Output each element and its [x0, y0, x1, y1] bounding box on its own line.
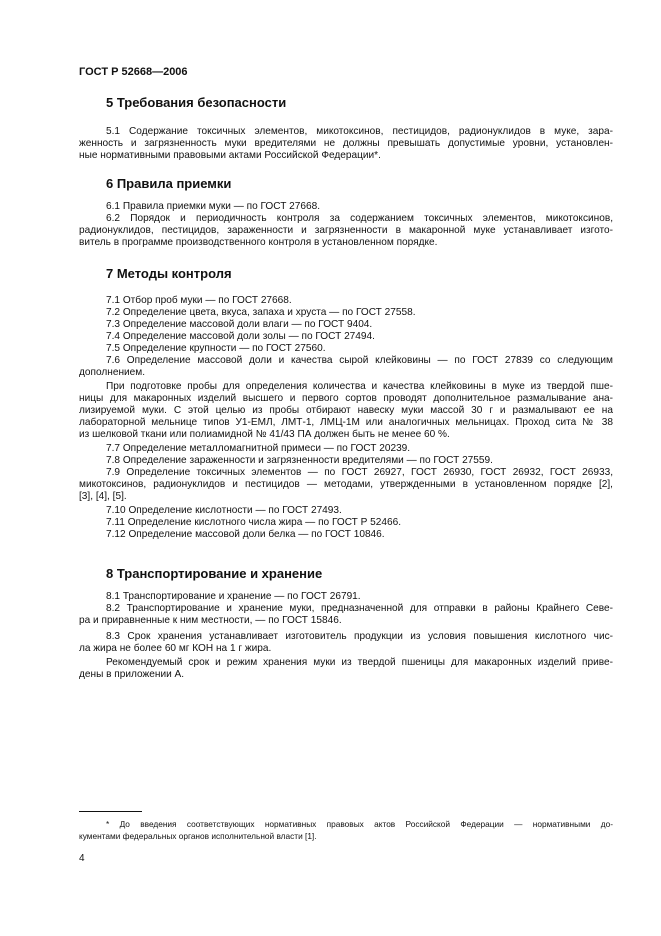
- text-line: 7.4 Определение массовой доли золы — по ГОСТ 27494.: [106, 331, 375, 342]
- section-5-heading: 5 Требования безопасности: [106, 95, 287, 110]
- text-line: 7.5 Определение крупности — по ГОСТ 27560.: [106, 343, 326, 354]
- text-line: дополнением.: [79, 367, 146, 378]
- text-line: 7.1 Отбор проб муки — по ГОСТ 27668.: [106, 295, 292, 306]
- text-line: 7.2 Определение цвета, вкуса, запаха и хруста — по ГОСТ 27558.: [106, 307, 416, 318]
- text-line: дены в приложении А.: [79, 669, 185, 680]
- text-line: ницы для макаронных изделий высшего и первого сортов проводят дополнительное размалывание ана-: [79, 393, 613, 404]
- text-line: 7.7 Определение металломагнитной примеси — по ГОСТ 20239.: [106, 443, 411, 454]
- text-line: радионуклидов, пестицидов, зараженности и загрязненности в макаронной муке устанавливает изгото-: [79, 225, 613, 236]
- text-line: 8.1 Транспортирование и хранение — по ГОСТ 26791.: [106, 591, 361, 602]
- text-line: микотоксинов, радионуклидов и пестицидов — методами, утвержденными в установленном порядке [2],: [79, 479, 613, 490]
- text-line: ные нормативными правовыми актами Российской Федерации*.: [79, 150, 381, 161]
- text-line: При подготовке пробы для определения количества и качества клейковины в муке из твердой пше-: [106, 381, 613, 392]
- section-6-heading: 6 Правила приемки: [106, 176, 232, 191]
- text-line: 7.12 Определение массовой доли белка — по ГОСТ 10846.: [106, 529, 385, 540]
- text-line: 7.11 Определение кислотного числа жира — по ГОСТ Р 52466.: [106, 517, 402, 528]
- text-line: 7.3 Определение массовой доли влаги — по ГОСТ 9404.: [106, 319, 373, 330]
- text-line: ра и приравненные к ним местности, — по ГОСТ 15846.: [79, 615, 342, 626]
- text-line: 7.9 Определение токсичных элементов — по ГОСТ 26927, ГОСТ 26930, ГОСТ 26932, ГОСТ 26933,: [106, 467, 613, 478]
- text-line: 6.2 Порядок и периодичность контроля за содержанием токсичных элементов, микотоксинов,: [106, 213, 613, 224]
- footnote-line: * До введения соответствующих нормативных правовых актов Российской Федерации — нормативными до-: [106, 819, 613, 829]
- text-line: лизируемой муки. С этой целью из пробы отбирают навеску муки массой 30 г и размалывают ее на: [79, 405, 613, 416]
- text-line: 6.1 Правила приемки муки — по ГОСТ 27668.: [106, 201, 321, 212]
- text-line: Рекомендуемый срок и режим хранения муки из твердой пшеницы для макаронных изделий приве-: [106, 657, 613, 668]
- text-line: женность и загрязненность муки вредителями не должны превышать допустимые уровни, установлен-: [79, 138, 613, 149]
- page-number: 4: [79, 853, 85, 864]
- text-line: 8.2 Транспортирование и хранение муки, предназначенной для отправки в районы Крайнего Севе-: [106, 603, 613, 614]
- document-header: ГОСТ Р 52668—2006: [79, 66, 188, 78]
- text-line: витель в программе производственного контроля в установленном порядке.: [79, 237, 438, 248]
- text-line: лабораторной мельнице типов У1-ЕМЛ, ЛМТ-1, ЛМЦ-1М или аналогичных мельницах. Проход сита № 38: [79, 417, 613, 428]
- section-8-heading: 8 Транспортирование и хранение: [106, 566, 323, 581]
- text-line: ла жира не более 60 мг КОН на 1 г жира.: [79, 643, 272, 654]
- footnote-divider: [79, 811, 142, 812]
- text-line: 7.6 Определение массовой доли и качества сырой клейковины — по ГОСТ 27839 со следующим: [106, 355, 613, 366]
- footnote-line: кументами федеральных органов исполнительной власти [1].: [79, 831, 317, 841]
- text-line: из шелковой ткани или полиамидной № 41/43 ПА должен быть не менее 60 %.: [79, 429, 450, 440]
- section-7-heading: 7 Методы контроля: [106, 266, 232, 281]
- text-line: 8.3 Срок хранения устанавливает изготовитель продукции из условия повышения кислотного чис-: [106, 631, 613, 642]
- text-line: 5.1 Содержание токсичных элементов, микотоксинов, пестицидов, радионуклидов в муке, зара-: [106, 126, 613, 137]
- text-line: 7.10 Определение кислотности — по ГОСТ 27493.: [106, 505, 342, 516]
- text-line: [3], [4], [5].: [79, 491, 127, 502]
- text-line: 7.8 Определение зараженности и загрязненности вредителями — по ГОСТ 27559.: [106, 455, 493, 466]
